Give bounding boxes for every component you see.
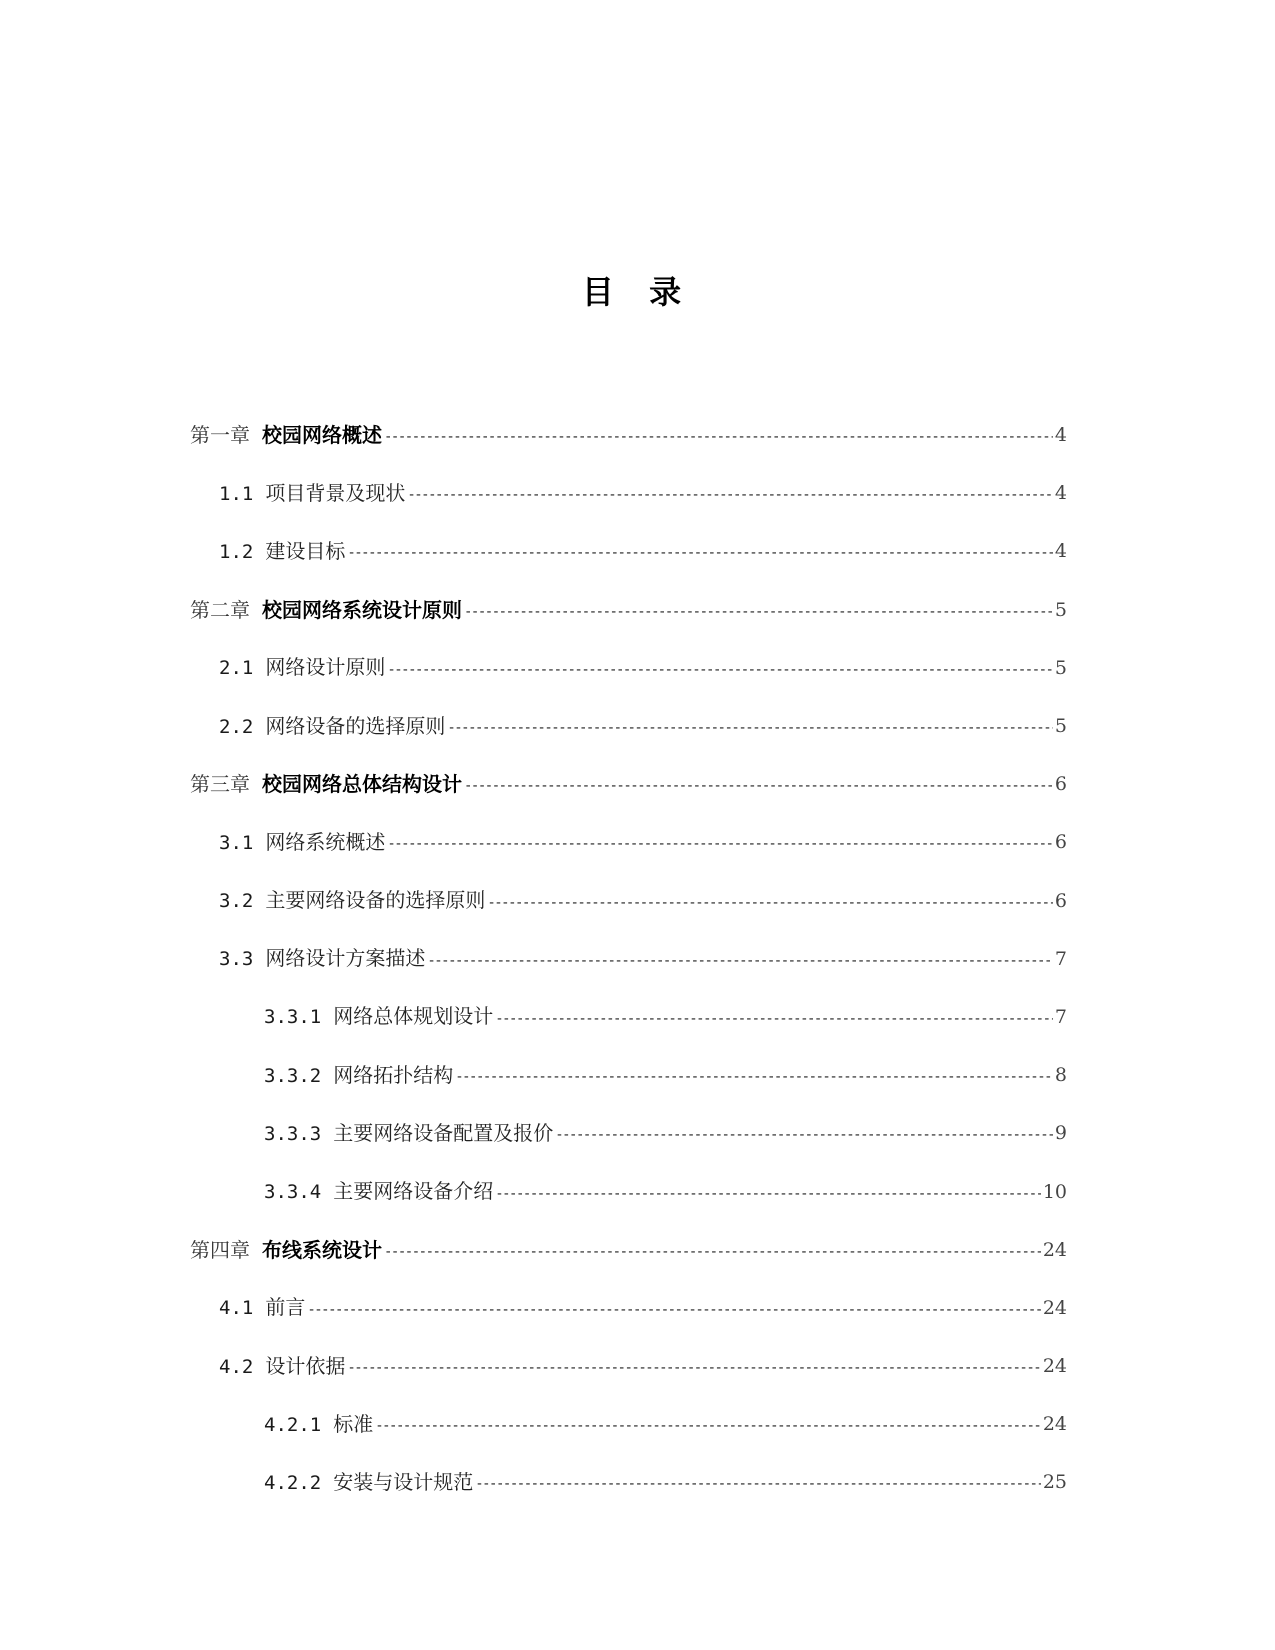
toc-entry-4-2-1[interactable] bbox=[0, 1395, 1275, 1453]
toc-entry-title: 标准 bbox=[333, 1411, 374, 1436]
toc-entry-title: 校园网络总体结构设计 bbox=[262, 772, 462, 797]
dot-leader bbox=[375, 1414, 1041, 1438]
toc-entry-3-3[interactable] bbox=[0, 930, 1275, 988]
toc-entry-number: 4.2 bbox=[219, 1355, 254, 1378]
dot-leader bbox=[407, 483, 1053, 507]
toc-entry-page: 8 bbox=[1054, 1064, 1067, 1087]
toc-entry-number: 4.2.2 bbox=[264, 1471, 322, 1494]
dot-leader bbox=[384, 425, 1053, 449]
toc-entry-page: 25 bbox=[1042, 1471, 1067, 1494]
toc-entry-number: 4.2.1 bbox=[264, 1413, 322, 1436]
toc-entry-number: 第三章 bbox=[190, 772, 250, 797]
toc-entry-page: 6 bbox=[1054, 773, 1067, 796]
toc-entry-title: 网络设计方案描述 bbox=[265, 946, 426, 971]
toc-entry-number: 3.2 bbox=[219, 890, 254, 913]
toc-entry-number: 第四章 bbox=[190, 1237, 250, 1262]
dot-leader bbox=[464, 774, 1053, 798]
toc-entry-number: 4.1 bbox=[219, 1297, 254, 1320]
toc-entry-title: 校园网络系统设计原则 bbox=[262, 597, 462, 622]
toc-entry-title: 主要网络设备介绍 bbox=[333, 1179, 494, 1204]
toc-entry-title: 网络设备的选择原则 bbox=[265, 713, 446, 738]
toc-entry-chapter-3[interactable] bbox=[0, 755, 1275, 813]
toc-entry-title: 网络设计原则 bbox=[265, 655, 386, 680]
toc-entry-4-2[interactable] bbox=[0, 1337, 1275, 1395]
table-of-contents bbox=[0, 406, 1275, 1512]
toc-entry-title: 网络拓扑结构 bbox=[333, 1062, 454, 1087]
toc-entry-title: 网络系统概述 bbox=[265, 829, 386, 854]
toc-entry-page: 5 bbox=[1054, 656, 1067, 679]
toc-entry-title: 布线系统设计 bbox=[262, 1237, 382, 1262]
toc-entry-title: 校园网络概述 bbox=[262, 423, 382, 448]
toc-entry-2-1[interactable] bbox=[0, 639, 1275, 697]
dot-leader bbox=[495, 1007, 1053, 1031]
toc-entry-page: 9 bbox=[1054, 1122, 1067, 1145]
dot-leader bbox=[427, 949, 1053, 973]
toc-entry-page: 6 bbox=[1054, 831, 1067, 854]
dot-leader bbox=[387, 658, 1053, 682]
toc-entry-chapter-1[interactable] bbox=[0, 406, 1275, 464]
toc-entry-title: 主要网络设备的选择原则 bbox=[265, 888, 486, 913]
toc-entry-number: 3.3.2 bbox=[264, 1064, 322, 1087]
toc-entry-page: 5 bbox=[1054, 598, 1067, 621]
toc-entry-page: 5 bbox=[1054, 715, 1067, 738]
toc-entry-number: 1.2 bbox=[219, 540, 254, 563]
dot-leader bbox=[447, 716, 1053, 740]
dot-leader bbox=[384, 1240, 1041, 1264]
toc-entry-page: 24 bbox=[1042, 1413, 1067, 1436]
toc-entry-number: 第二章 bbox=[190, 597, 250, 622]
toc-entry-page: 7 bbox=[1054, 947, 1067, 970]
dot-leader bbox=[464, 600, 1053, 624]
toc-entry-number: 2.1 bbox=[219, 657, 254, 680]
toc-entry-number: 1.1 bbox=[219, 482, 254, 505]
toc-entry-page: 24 bbox=[1042, 1296, 1067, 1319]
dot-leader bbox=[455, 1065, 1053, 1089]
toc-entry-title: 项目背景及现状 bbox=[265, 480, 406, 505]
toc-entry-number: 3.3 bbox=[219, 948, 254, 971]
dot-leader bbox=[387, 832, 1053, 856]
toc-entry-title: 安装与设计规范 bbox=[333, 1469, 474, 1494]
toc-entry-page: 4 bbox=[1054, 482, 1067, 505]
toc-entry-4-1[interactable] bbox=[0, 1279, 1275, 1337]
toc-entry-number: 2.2 bbox=[219, 715, 254, 738]
toc-entry-3-3-3[interactable] bbox=[0, 1104, 1275, 1162]
toc-entry-title: 设计依据 bbox=[265, 1353, 346, 1378]
toc-entry-chapter-2[interactable] bbox=[0, 581, 1275, 639]
toc-entry-number: 3.1 bbox=[219, 831, 254, 854]
page-title: 目 录 bbox=[581, 273, 694, 311]
toc-entry-4-2-2[interactable] bbox=[0, 1453, 1275, 1511]
toc-entry-page: 4 bbox=[1054, 540, 1067, 563]
toc-entry-title: 主要网络设备配置及报价 bbox=[333, 1120, 554, 1145]
dot-leader bbox=[307, 1298, 1040, 1322]
toc-entry-1-1[interactable] bbox=[0, 464, 1275, 522]
toc-entry-number: 3.3.4 bbox=[264, 1181, 322, 1204]
toc-entry-2-2[interactable] bbox=[0, 697, 1275, 755]
dot-leader bbox=[495, 1182, 1041, 1206]
toc-entry-page: 24 bbox=[1042, 1238, 1067, 1261]
toc-entry-3-3-2[interactable] bbox=[0, 1046, 1275, 1104]
dot-leader bbox=[347, 1356, 1040, 1380]
toc-entry-number: 3.3.1 bbox=[264, 1006, 322, 1029]
toc-entry-page: 7 bbox=[1054, 1005, 1067, 1028]
toc-entry-3-2[interactable] bbox=[0, 872, 1275, 930]
toc-entry-page: 10 bbox=[1042, 1180, 1067, 1203]
dot-leader bbox=[555, 1123, 1053, 1147]
toc-entry-page: 6 bbox=[1054, 889, 1067, 912]
toc-entry-1-2[interactable] bbox=[0, 522, 1275, 580]
toc-entry-3-1[interactable] bbox=[0, 813, 1275, 871]
toc-entry-page: 24 bbox=[1042, 1355, 1067, 1378]
toc-entry-title: 建设目标 bbox=[265, 538, 346, 563]
toc-entry-number: 第一章 bbox=[190, 423, 250, 448]
toc-entry-3-3-4[interactable] bbox=[0, 1162, 1275, 1220]
toc-entry-title: 网络总体规划设计 bbox=[333, 1004, 494, 1029]
toc-entry-3-3-1[interactable] bbox=[0, 988, 1275, 1046]
toc-entry-number: 3.3.3 bbox=[264, 1122, 322, 1145]
toc-entry-title: 前言 bbox=[265, 1295, 306, 1320]
dot-leader bbox=[487, 891, 1053, 915]
toc-entry-chapter-4[interactable] bbox=[0, 1221, 1275, 1279]
toc-entry-page: 4 bbox=[1054, 424, 1067, 447]
dot-leader bbox=[475, 1472, 1041, 1496]
dot-leader bbox=[347, 541, 1053, 565]
